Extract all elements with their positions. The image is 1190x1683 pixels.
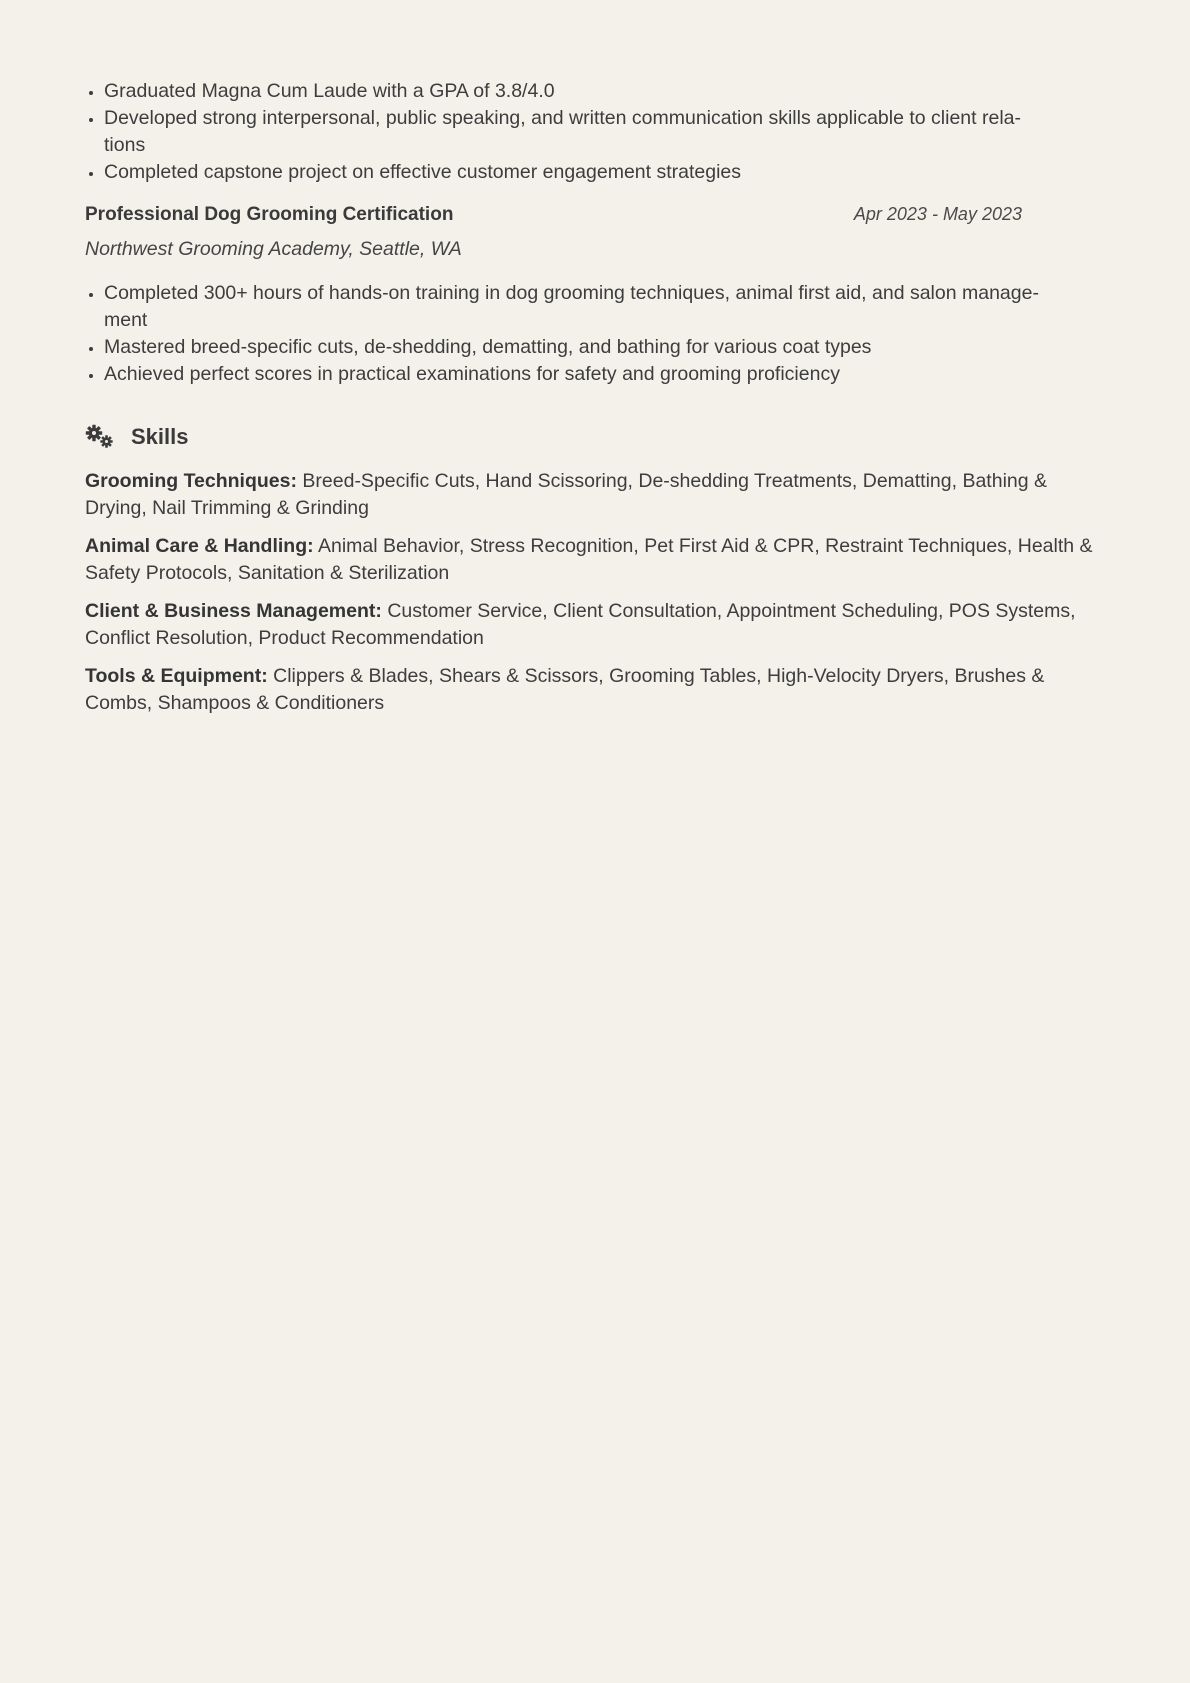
list-item: • Mastered breed-specific cuts, de-shedding, dematting, and bathing for various coat types bbox=[104, 334, 1095, 361]
resume-page bbox=[85, 78, 1095, 728]
skill-category-label: Client & Business Management: bbox=[85, 600, 382, 622]
skill-row bbox=[85, 468, 1095, 522]
education-bullet-list bbox=[85, 78, 1095, 186]
certification-bullet-list bbox=[85, 280, 1095, 388]
certification-title: Professional Dog Grooming Certification bbox=[85, 204, 454, 225]
list-item: • Achieved perfect scores in practical examinations for safety and grooming proficiency bbox=[104, 361, 1095, 388]
list-item: • Developed strong interpersonal, public speaking, and written communication skills applicable to client rela- tions bbox=[104, 105, 1095, 159]
list-item: • Completed 300+ hours of hands-on training in dog grooming techniques, animal first aid, and salon manage- ment bbox=[104, 280, 1095, 334]
skills-section-header bbox=[85, 420, 1095, 454]
skill-row bbox=[85, 598, 1095, 652]
skill-list-text: Breed-Specific Cuts, Hand Scissoring, De-shedding Treatments, Dematting, Bathing & Drying, Nail Trimming & Grinding bbox=[85, 470, 1048, 519]
skill-list-text: Animal Behavior, Stress Recognition, Pet First Aid & CPR, Restraint Techniques, Health & Safety Protocols, Sanitation & Sterilization bbox=[85, 535, 1093, 584]
skills-heading: Skills bbox=[131, 424, 189, 449]
skill-row bbox=[85, 663, 1095, 717]
gears-icon bbox=[85, 424, 115, 450]
certification-header bbox=[85, 200, 1095, 230]
skill-category-label: Grooming Techniques: bbox=[85, 470, 297, 492]
skill-list-text: Customer Service, Client Consultation, Appointment Scheduling, POS Systems, Conflict Resolution, Product Recommendation bbox=[85, 600, 1076, 649]
skill-category-label: Animal Care & Handling: bbox=[85, 535, 314, 557]
certification-dates: Apr 2023 - May 2023 bbox=[853, 204, 1022, 224]
certification-institution: Northwest Grooming Academy, Seattle, WA bbox=[85, 238, 462, 260]
skill-list-text: Clippers & Blades, Shears & Scissors, Grooming Tables, High-Velocity Dryers, Brushes & Combs, Shampoos & Conditioners bbox=[85, 665, 1045, 714]
list-item: • Completed capstone project on effective customer engagement strategies bbox=[104, 159, 1095, 186]
skill-category-label: Tools & Equipment: bbox=[85, 665, 268, 687]
list-item: • Graduated Magna Cum Laude with a GPA of 3.8/4.0 bbox=[104, 78, 1095, 105]
skill-row bbox=[85, 533, 1095, 587]
